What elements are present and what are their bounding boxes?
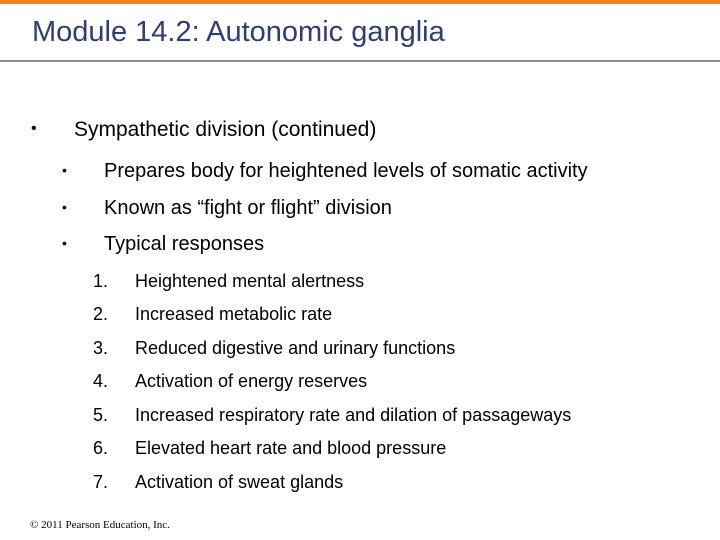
list-text: Reduced digestive and urinary functions [135, 338, 456, 358]
copyright-notice: © 2011 Pearson Education, Inc. [30, 519, 170, 531]
response-item-4 [0, 371, 720, 397]
list-number: 7. [93, 472, 109, 492]
sub-bullet-typical-responses [0, 233, 720, 261]
bullet-text: Known as “fight or flight” division [104, 197, 392, 219]
response-item-3 [0, 338, 720, 364]
sub-bullet-prepares-body [0, 160, 720, 188]
bullet-text: Sympathetic division (continued) [74, 118, 377, 141]
response-item-7 [0, 472, 720, 498]
bullet-marker: • [62, 235, 67, 251]
response-item-1 [0, 271, 720, 297]
list-number: 6. [93, 438, 109, 458]
response-item-6 [0, 438, 720, 464]
bullet-text: Typical responses [104, 233, 265, 255]
title-area [0, 4, 720, 62]
list-text: Activation of energy reserves [135, 371, 368, 391]
bullet-text: Prepares body for heightened levels of somatic activity [104, 160, 588, 182]
list-number: 2. [93, 304, 109, 324]
list-number: 5. [93, 405, 109, 425]
list-text: Activation of sweat glands [135, 472, 344, 492]
list-text: Increased respiratory rate and dilation of passageways [135, 405, 572, 425]
list-number: 3. [93, 338, 109, 358]
bullet-marker: • [62, 199, 67, 215]
response-item-5 [0, 405, 720, 431]
list-number: 1. [93, 271, 109, 291]
bullet-marker: • [62, 162, 67, 178]
list-text: Increased metabolic rate [135, 304, 333, 324]
slide-title: Module 14.2: Autonomic ganglia [32, 16, 445, 48]
list-text: Heightened mental alertness [135, 271, 365, 291]
list-number: 4. [93, 371, 109, 391]
response-item-2 [0, 304, 720, 330]
bullet-marker: • [31, 120, 37, 137]
sub-bullet-fight-or-flight [0, 197, 720, 225]
list-text: Elevated heart rate and blood pressure [135, 438, 447, 458]
